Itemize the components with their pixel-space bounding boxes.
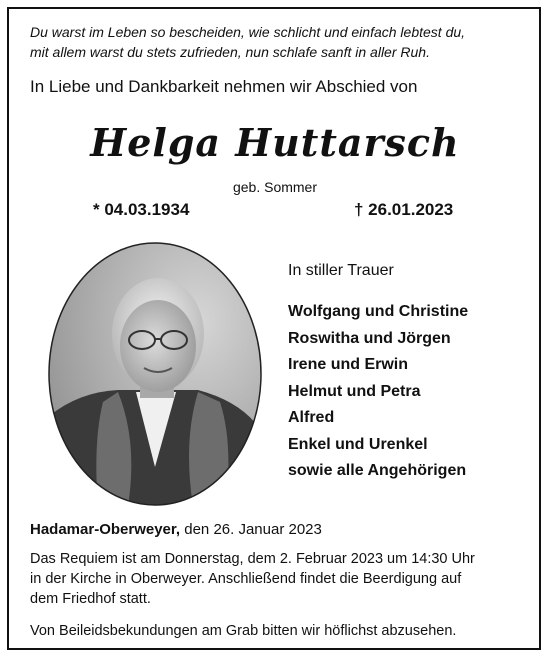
mourner-name: Enkel und Urenkel: [288, 435, 428, 453]
motto-verse: [30, 22, 530, 62]
intro-text: In Liebe und Dankbarkeit nehmen wir Abschied von: [30, 77, 418, 96]
funeral-info-line-1: Das Requiem ist am Donnerstag, dem 2. Februar 2023 um 14:30 Uhr: [30, 551, 475, 567]
mourner-name: Irene und Erwin: [288, 356, 409, 373]
funeral-info-line-2: in der Kirche in Oberweyer. Anschließend findet die Beerdigung auf: [30, 571, 462, 587]
birth-date: * 04.03.1934: [93, 200, 190, 219]
mourning-label: In stiller Trauer: [288, 262, 394, 279]
deceased-name: Helga Huttarsch: [90, 120, 460, 165]
maiden-name: geb. Sommer: [232, 179, 318, 195]
closing-request: Von Beileidsbekundungen am Grab bitten wir höflichst abzusehen.: [30, 623, 457, 639]
mourner-name: Wolfgang und Christine: [288, 303, 469, 320]
portrait-photo: [48, 242, 262, 506]
mourner-name: sowie alle Angehörigen: [288, 462, 467, 479]
place-date-line: [30, 521, 322, 538]
place-town: Hadamar-Oberweyer,: [30, 521, 181, 538]
motto-line-2: mit allem warst du stets zufrieden, nun schlafe sanft in aller Ruh.: [30, 44, 430, 60]
notice-date: den 26. Januar 2023: [180, 521, 322, 538]
mourner-list: [288, 299, 468, 485]
funeral-info: [30, 549, 530, 609]
mourner-name: Helmut und Petra: [288, 382, 421, 400]
mourner-name: Alfred: [288, 409, 335, 426]
death-date: † 26.01.2023: [354, 200, 454, 219]
motto-line-1: Du warst im Leben so bescheiden, wie schlicht und einfach lebtest du,: [30, 24, 466, 40]
mourner-name: Roswitha und Jörgen: [288, 329, 451, 347]
funeral-info-line-3: dem Friedhof statt.: [30, 591, 151, 607]
